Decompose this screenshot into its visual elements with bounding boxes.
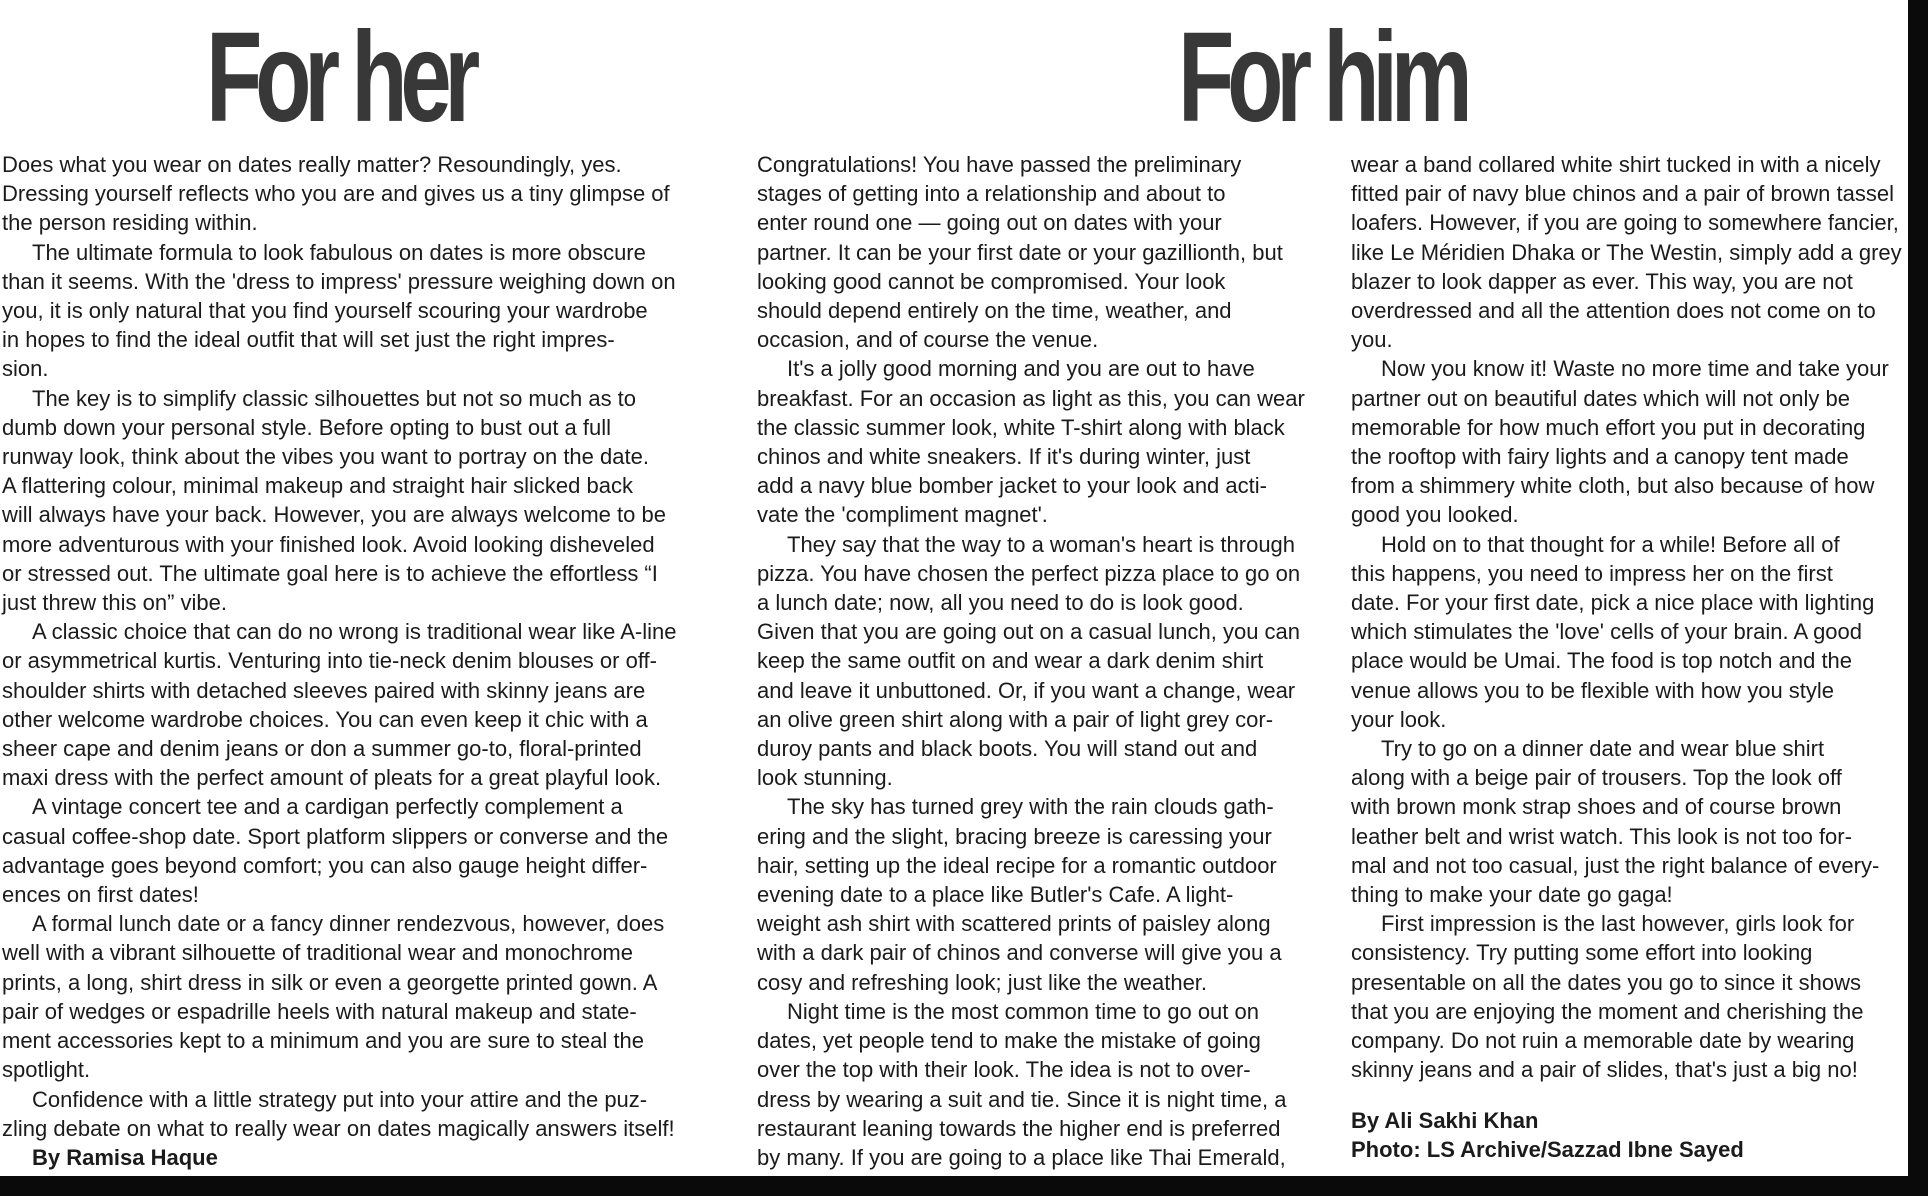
for-her-paragraph-7: Confidence with a little strategy put into your attire and the puz- zling debate on what to really wear on dates magically answers itself! (2, 1086, 675, 1141)
for-her-paragraph-4: A classic choice that can do no wrong is traditional wear like A-line or asymmetrical kurtis. Venturing into tie-neck denim blouses or off- shoulder shirts with detached sleeves paired with skinny jeans are other welcome wardrobe choices. You can even keep it chic with a sheer cape and denim jeans or don a summer go-to, floral-printed maxi dress with the perfect amount of pleats for a great playful look. (2, 619, 677, 791)
for-him-credits (1351, 1106, 1911, 1164)
for-him-paragraph-2: It's a jolly good morning and you are out to have breakfast. For an occasion as light as this, you can wear the classic summer look, white T-shirt along with black chinos and white sneakers. If it's during winter, just add a navy blue bomber jacket to your look and acti- vate the 'compliment magnet'. (757, 356, 1305, 528)
for-him-paragraph-9: Try to go on a dinner date and wear blue shirt along with a beige pair of trousers. Top the look off with brown monk strap shoes and of course brown leather belt and wrist watch. This look is not too for- mal and not too casual, just the right balance of every- thing to make your date go gaga! (1351, 736, 1880, 908)
for-him-byline: By Ali Sakhi Khan (1351, 1107, 1539, 1133)
photo-credit: Photo: LS Archive/Sazzad Ibne Sayed (1351, 1136, 1744, 1162)
page-edge-right-border (1908, 0, 1928, 1196)
for-him-paragraph-5: Night time is the most common time to go out on dates, yet people tend to make the mistake of going over the top with their look. The idea is not to over- dress by wearing a suit and tie. Since it is night time, a restaurant leaning towards the higher end is preferred by many. If you are going to a place like Thai Emerald, (757, 998, 1287, 1170)
for-him-column-1 (757, 150, 1337, 1172)
for-him-paragraph-3: They say that the way to a woman's heart is through pizza. You have chosen the perfect pizza place to go on a lunch date; now, all you need to do is look good. Given that you are going out on a casual lunch, you can keep the same outfit on and wear a dark denim shirt and leave it unbuttoned. Or, if you want a change, wear an olive green shirt along with a pair of light grey cor- duroy pants and black boots. You will stand out and look stunning. (757, 531, 1301, 791)
for-her-paragraph-6: A formal lunch date or a fancy dinner rendezvous, however, does well with a vibrant silhouette of traditional wear and monochrome prints, a long, shirt dress in silk or even a georgette printed gown. A pair of wedges or espadrille heels with natural makeup and state- ment accessories kept to a minimum and you are sure to steal the spotlight. (2, 911, 665, 1083)
for-her-paragraph-2: The ultimate formula to look fabulous on dates is more obscure than it seems. With the 'dress to impress' pressure weighing down on you, it is only natural that you find yourself scouring your wardrobe in hopes to find the ideal outfit that will set just the right impres- sion. (2, 239, 676, 382)
page-edge-bottom-border (0, 1176, 1928, 1196)
for-him-paragraph-6: wear a band collared white shirt tucked in with a nicely fitted pair of navy blue chinos and a pair of brown tassel loafers. However, if you are going to somewhere fancier, like Le Méridien Dhaka or The Westin, simply add a grey blazer to look dapper as ever. This way, you are not overdressed and all the attention does not come on to you. (1351, 152, 1902, 353)
for-him-paragraph-7: Now you know it! Waste no more time and take your partner out on beautiful dates which will not only be memorable for how much effort you put in decorating the rooftop with fairy lights and a canopy tent made from a shimmery white cloth, but also because of how good you looked. (1351, 356, 1889, 528)
headline-for-her: For her (206, 6, 474, 149)
for-him-paragraph-8: Hold on to that thought for a while! Before all of this happens, you need to impress her on the first date. For your first date, pick a nice place with lighting which stimulates the 'love' cells of your brain. A good place would be Umai. The food is top notch and the venue allows you to be flexible with how you style your look. (1351, 531, 1875, 732)
for-her-paragraph-5: A vintage concert tee and a cardigan perfectly complement a casual coffee-shop date. Sport platform slippers or converse and the advantage goes beyond comfort; you can also gauge height differ- ences on first dates! (2, 794, 669, 908)
for-him-paragraph-1: Congratulations! You have passed the preliminary stages of getting into a relationship and about to enter round one — going out on dates with your partner. It can be your first date or your gazillionth, but looking good cannot be compromised. Your look should depend entirely on the time, weather, and occasion, and of course the venue. (757, 152, 1283, 353)
for-her-byline: By Ramisa Haque (32, 1144, 218, 1170)
for-him-column-2 (1351, 150, 1911, 1164)
for-her-column (2, 150, 714, 1172)
headline-for-him: For him (1178, 6, 1466, 149)
for-him-paragraph-10: First impression is the last however, girls look for consistency. Try putting some effort into looking presentable on all the dates you go to since it shows that you are enjoying the moment and cherishing the company. Do not ruin a memorable date by wearing skinny jeans and a pair of slides, that's just a big no! (1351, 911, 1864, 1083)
for-her-paragraph-3: The key is to simplify classic silhouettes but not so much as to dumb down your personal style. Before opting to bust out a full runway look, think about the vibes you want to portray on the date. A flattering colour, minimal makeup and straight hair slicked back will always have your back. However, you are always welcome to be more adventurous with your finished look. Avoid looking disheveled or stressed out. The ultimate goal here is to achieve the effortless “I just threw this on” vibe. (2, 385, 666, 616)
for-her-paragraph-1: Does what you wear on dates really matter? Resoundingly, yes. Dressing yourself reflects who you are and gives us a tiny glimpse of the person residing within. (2, 152, 670, 236)
for-him-paragraph-4: The sky has turned grey with the rain clouds gath- ering and the slight, bracing breeze is caressing your hair, setting up the ideal recipe for a romantic outdoor evening date to a place like Butler's Cafe. A light- weight ash shirt with scattered prints of paisley along with a dark pair of chinos and converse will give you a cosy and refreshing look; just like the weather. (757, 794, 1282, 995)
